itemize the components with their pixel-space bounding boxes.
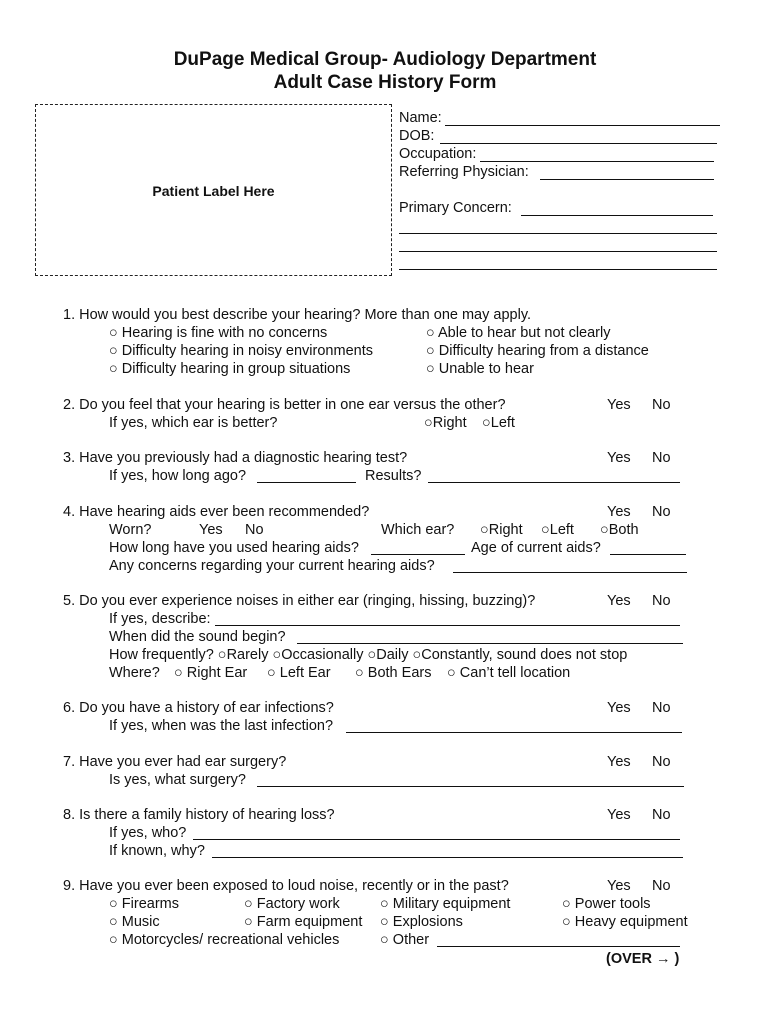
name-label: Name: xyxy=(399,110,442,126)
q5-where-label: Where? xyxy=(109,665,160,681)
form-subtitle: Adult Case History Form xyxy=(273,72,497,93)
q3-text: 3. Have you previously had a diagnostic hearing test? xyxy=(63,450,408,466)
q9-option[interactable]: ○ Music xyxy=(109,914,160,930)
q6-sub: If yes, when was the last infection? xyxy=(109,718,334,734)
q8-why-label: If known, why? xyxy=(109,843,205,859)
referring-physician-label: Referring Physician: xyxy=(399,164,529,180)
q3-how-long-field[interactable] xyxy=(257,482,356,483)
q4-yes[interactable]: Yes xyxy=(607,504,631,520)
q7-yes[interactable]: Yes xyxy=(607,754,631,770)
q2-no[interactable]: No xyxy=(652,397,671,413)
q1-option[interactable]: ○ Unable to hear xyxy=(426,361,534,377)
q4-ear-right[interactable]: ○Right xyxy=(480,522,523,538)
q9-option[interactable]: ○ Power tools xyxy=(562,896,651,912)
q4-how-long-field[interactable] xyxy=(371,554,465,555)
q4-worn-label: Worn? xyxy=(109,522,152,538)
primary-concern-field[interactable] xyxy=(521,215,713,216)
q4-ear-both[interactable]: ○Both xyxy=(600,522,639,538)
q9-other-field[interactable] xyxy=(437,946,680,947)
q1-option[interactable]: ○ Able to hear but not clearly xyxy=(426,325,611,341)
q6-text: 6. Do you have a history of ear infections? xyxy=(63,700,334,716)
q9-option[interactable]: ○ Heavy equipment xyxy=(562,914,688,930)
patient-label-text: Patient Label Here xyxy=(152,183,275,199)
q2-text: 2. Do you feel that your hearing is better in one ear versus the other? xyxy=(63,397,506,413)
q9-option[interactable]: ○ Explosions xyxy=(380,914,463,930)
q5-when-field[interactable] xyxy=(297,643,683,644)
q3-no[interactable]: No xyxy=(652,450,671,466)
referring-physician-field[interactable] xyxy=(540,179,714,180)
q9-option[interactable]: ○ Factory work xyxy=(244,896,340,912)
over-note: (OVER → ) xyxy=(606,951,680,967)
q5-describe-label: If yes, describe: xyxy=(109,611,211,627)
q9-option[interactable]: ○ Firearms xyxy=(109,896,179,912)
q7-text: 7. Have you ever had ear surgery? xyxy=(63,754,287,770)
q4-age-field[interactable] xyxy=(610,554,686,555)
q4-how-long-label: How long have you used hearing aids? xyxy=(109,540,359,556)
q4-age-label: Age of current aids? xyxy=(471,540,601,556)
q4-no[interactable]: No xyxy=(652,504,671,520)
q7-sub: Is yes, what surgery? xyxy=(109,772,246,788)
primary-concern-line-3[interactable] xyxy=(399,251,717,252)
q8-who-field[interactable] xyxy=(193,839,680,840)
q3-results-label: Results? xyxy=(365,468,422,484)
q4-worn-yes[interactable]: Yes xyxy=(199,522,223,538)
dob-field[interactable] xyxy=(440,143,717,144)
q1-text: 1. How would you best describe your hearing? More than one may apply. xyxy=(63,307,532,323)
q4-concerns-label: Any concerns regarding your current hearing aids? xyxy=(109,558,435,574)
primary-concern-label: Primary Concern: xyxy=(399,200,512,216)
q3-results-field[interactable] xyxy=(428,482,680,483)
q5-text: 5. Do you ever experience noises in either ear (ringing, hissing, buzzing)? xyxy=(63,593,536,609)
q7-field[interactable] xyxy=(257,786,684,787)
q9-option[interactable]: ○ Motorcycles/ recreational vehicles xyxy=(109,932,340,948)
q4-worn-no[interactable]: No xyxy=(245,522,264,538)
q9-no[interactable]: No xyxy=(652,878,671,894)
q5-where-both[interactable]: ○ Both Ears xyxy=(355,665,432,681)
q1-option[interactable]: ○ Hearing is fine with no concerns xyxy=(109,325,328,341)
q6-no[interactable]: No xyxy=(652,700,671,716)
q9-option[interactable]: ○ Farm equipment xyxy=(244,914,363,930)
q5-yes[interactable]: Yes xyxy=(607,593,631,609)
form-title: DuPage Medical Group- Audiology Department xyxy=(173,49,597,70)
primary-concern-line-4[interactable] xyxy=(399,269,717,270)
q5-when-label: When did the sound begin? xyxy=(109,629,286,645)
q2-left-option[interactable]: ○Left xyxy=(482,415,515,431)
q4-text: 4. Have hearing aids ever been recommended? xyxy=(63,504,370,520)
q8-yes[interactable]: Yes xyxy=(607,807,631,823)
dob-label: DOB: xyxy=(399,128,435,144)
patient-label-box xyxy=(35,104,392,276)
q2-yes[interactable]: Yes xyxy=(607,397,631,413)
q9-yes[interactable]: Yes xyxy=(607,878,631,894)
q2-sub: If yes, which ear is better? xyxy=(109,415,278,431)
q7-no[interactable]: No xyxy=(652,754,671,770)
q8-no[interactable]: No xyxy=(652,807,671,823)
q5-where-unknown[interactable]: ○ Can’t tell location xyxy=(447,665,571,681)
q4-which-ear-label: Which ear? xyxy=(381,522,455,538)
q9-text: 9. Have you ever been exposed to loud noise, recently or in the past? xyxy=(63,878,509,894)
q8-why-field[interactable] xyxy=(212,857,683,858)
q3-yes[interactable]: Yes xyxy=(607,450,631,466)
name-field[interactable] xyxy=(445,125,720,126)
q5-frequency[interactable]: How frequently? ○Rarely ○Occasionally ○Daily ○Constantly, sound does not stop xyxy=(109,647,628,663)
q8-text: 8. Is there a family history of hearing loss? xyxy=(63,807,335,823)
occupation-label: Occupation: xyxy=(399,146,477,162)
occupation-field[interactable] xyxy=(480,161,714,162)
q9-option[interactable]: ○ Military equipment xyxy=(380,896,511,912)
q5-where-left[interactable]: ○ Left Ear xyxy=(267,665,331,681)
q4-concerns-field[interactable] xyxy=(453,572,687,573)
primary-concern-line-2[interactable] xyxy=(399,233,717,234)
q4-ear-left[interactable]: ○Left xyxy=(541,522,574,538)
q9-option[interactable]: ○ Other xyxy=(380,932,430,948)
q6-field[interactable] xyxy=(346,732,682,733)
q5-describe-field[interactable] xyxy=(215,625,680,626)
q1-option[interactable]: ○ Difficulty hearing from a distance xyxy=(426,343,649,359)
q1-option[interactable]: ○ Difficulty hearing in group situations xyxy=(109,361,351,377)
q3-sub: If yes, how long ago? xyxy=(109,468,247,484)
q1-option[interactable]: ○ Difficulty hearing in noisy environments xyxy=(109,343,373,359)
q5-no[interactable]: No xyxy=(652,593,671,609)
q5-where-right[interactable]: ○ Right Ear xyxy=(174,665,248,681)
q8-who-label: If yes, who? xyxy=(109,825,187,841)
q2-right-option[interactable]: ○Right xyxy=(424,415,467,431)
q6-yes[interactable]: Yes xyxy=(607,700,631,716)
